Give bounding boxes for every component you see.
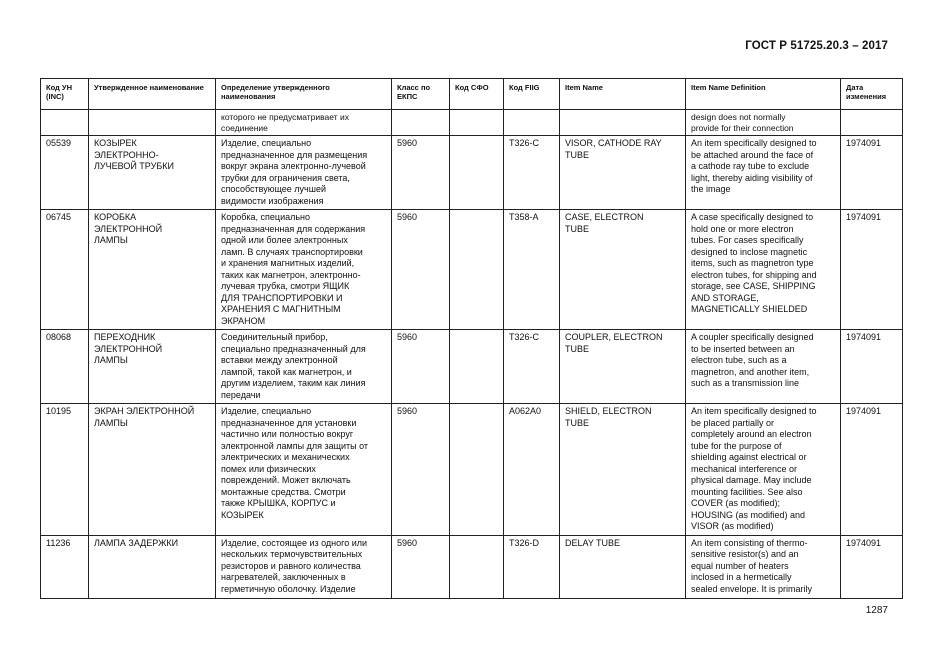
cell-definition-en: An item specifically designed to be attached around the face of a cathode ray tube to exclude light, thereby aiding visibility of the image xyxy=(686,136,841,210)
col-header-name-ru: Утвержденное наименование xyxy=(89,79,216,110)
cell-date: 1974091 xyxy=(841,535,903,598)
cell-sfo xyxy=(450,404,504,536)
cell-fiig: A062A0 xyxy=(504,404,560,536)
cell-definition-en: A coupler specifically designed to be inserted between an electron tube, such as a magnetron, and another item, such as a transmission line xyxy=(686,330,841,404)
cell-name-ru: КОРОБКА ЭЛЕКТРОННОЙ ЛАМПЫ xyxy=(89,210,216,330)
cell-item-name: CASE, ELECTRON TUBE xyxy=(560,210,686,330)
cell-name-ru: КОЗЫРЕК ЭЛЕКТРОННО- ЛУЧЕВОЙ ТРУБКИ xyxy=(89,136,216,210)
cell-definition-ru: Изделие, специально предназначенное для установки частично или полностью вокруг электронной лампы для защиты от электрических и механических помех или физических повреждений. Может включать монтажные средства. Смотри также КРЫШКА, КОРПУС и КОЗЫРЕК xyxy=(216,404,392,536)
col-header-ekps: Класс по ЕКПС xyxy=(392,79,450,110)
cell-ekps: 5960 xyxy=(392,210,450,330)
cell-ekps: 5960 xyxy=(392,136,450,210)
cell-fiig: T326-C xyxy=(504,136,560,210)
col-header-fiig: Код FIIG xyxy=(504,79,560,110)
cell-ekps: 5960 xyxy=(392,535,450,598)
col-header-inc: Код УН (INC) xyxy=(41,79,89,110)
col-header-item-name: Item Name xyxy=(560,79,686,110)
cell-definition-ru: Изделие, специально предназначенное для размещения вокруг экрана электронно-лучевой трубки для ограничения света, способствующее лучшей видимости изображения xyxy=(216,136,392,210)
cell-item-name: COUPLER, ELECTRON TUBE xyxy=(560,330,686,404)
cell-ekps xyxy=(392,110,450,136)
cell-fiig: T358-A xyxy=(504,210,560,330)
cell-item-name: SHIELD, ELECTRON TUBE xyxy=(560,404,686,536)
cell-definition-en: An item consisting of thermo- sensitive resistor(s) and an equal number of heaters inclosed in a hermetically sealed envelope. It is primarily xyxy=(686,535,841,598)
cell-ekps: 5960 xyxy=(392,404,450,536)
cell-definition-ru: Соединительный прибор, специально предназначенный для вставки между электронной лампой, такой как магнетрон, и другим изделием, таким как линия передачи xyxy=(216,330,392,404)
cell-date: 1974091 xyxy=(841,404,903,536)
cell-sfo xyxy=(450,535,504,598)
cell-inc: 06745 xyxy=(41,210,89,330)
cell-fiig xyxy=(504,110,560,136)
cell-inc: 11236 xyxy=(41,535,89,598)
document-code: ГОСТ Р 51725.20.3 – 2017 xyxy=(745,40,888,52)
table-row xyxy=(41,136,903,210)
cell-name-ru: ЭКРАН ЭЛЕКТРОННОЙ ЛАМПЫ xyxy=(89,404,216,536)
table-row xyxy=(41,404,903,536)
cell-item-name: DELAY TUBE xyxy=(560,535,686,598)
cell-fiig: T326-C xyxy=(504,330,560,404)
cell-date: 1974091 xyxy=(841,330,903,404)
cell-date xyxy=(841,110,903,136)
cell-inc: 08068 xyxy=(41,330,89,404)
cell-sfo xyxy=(450,330,504,404)
cell-date: 1974091 xyxy=(841,210,903,330)
cell-name-ru xyxy=(89,110,216,136)
cell-definition-en: design does not normally provide for their connection xyxy=(686,110,841,136)
cell-name-ru: ПЕРЕХОДНИК ЭЛЕКТРОННОЙ ЛАМПЫ xyxy=(89,330,216,404)
col-header-definition-en: Item Name Definition xyxy=(686,79,841,110)
table-header-row xyxy=(41,79,903,110)
col-header-sfo: Код СФО xyxy=(450,79,504,110)
cell-definition-en: A case specifically designed to hold one or more electron tubes. For cases specifically designed to inclose magnetic items, such as magnetron type electron tubes, for shipping and storage, see CASE, SHIPPING AND STORAGE, MAGNETICALLY SHIELDED xyxy=(686,210,841,330)
table-row xyxy=(41,330,903,404)
cell-sfo xyxy=(450,110,504,136)
cell-inc: 10195 xyxy=(41,404,89,536)
cell-sfo xyxy=(450,210,504,330)
col-header-definition-ru: Определение утвержденного наименования xyxy=(216,79,392,110)
cell-sfo xyxy=(450,136,504,210)
cell-ekps: 5960 xyxy=(392,330,450,404)
page-number: 1287 xyxy=(865,605,888,616)
cell-definition-en: An item specifically designed to be placed partially or completely around an electron tube for the purpose of shielding against electrical or mechanical interference or physical damage. May include mounting facilities. See also COVER (as modified); HOUSING (as modified) and VISOR (as modified) xyxy=(686,404,841,536)
table-row xyxy=(41,210,903,330)
table-row-continued xyxy=(41,110,903,136)
cell-item-name xyxy=(560,110,686,136)
col-header-date: Дата изменения xyxy=(841,79,903,110)
cell-date: 1974091 xyxy=(841,136,903,210)
cell-definition-ru: Коробка, специально предназначенная для содержания одной или более электронных ламп. В случаях транспортировки и хранения магнитных изделий, таких как магнетрон, электронно- лучевая трубка, смотри ЯЩИК ДЛЯ ТРАНСПОРТИРОВКИ И ХРАНЕНИЯ С МАГНИТНЫМ ЭКРАНОМ xyxy=(216,210,392,330)
cell-definition-ru: которого не предусматривает их соединение xyxy=(216,110,392,136)
table-row xyxy=(41,535,903,598)
cell-inc xyxy=(41,110,89,136)
cell-fiig: T326-D xyxy=(504,535,560,598)
cell-item-name: VISOR, CATHODE RAY TUBE xyxy=(560,136,686,210)
cell-definition-ru: Изделие, состоящее из одного или нескольких термочувствительных резисторов и равного количества нагревателей, заключенных в герметичную оболочку. Изделие xyxy=(216,535,392,598)
classification-table xyxy=(40,78,903,599)
cell-name-ru: ЛАМПА ЗАДЕРЖКИ xyxy=(89,535,216,598)
cell-inc: 05539 xyxy=(41,136,89,210)
